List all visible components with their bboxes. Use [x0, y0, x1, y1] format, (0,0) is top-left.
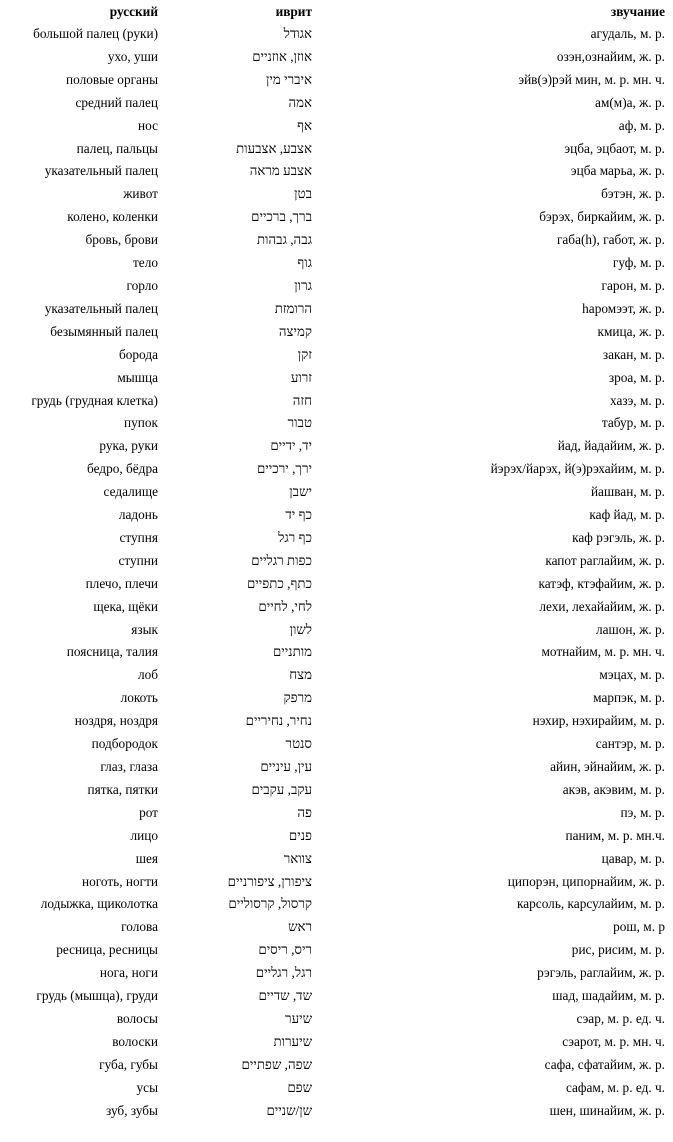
hebrew-cell: עקב, עקבים — [251, 781, 312, 797]
russian-cell: ресница, ресницы — [56, 942, 158, 958]
hebrew-cell: כף יד — [285, 507, 312, 523]
hebrew-cell: זקן — [297, 346, 312, 362]
russian-cell: рука, руки — [99, 438, 158, 454]
sound-cell: йашван, м. р. — [590, 484, 665, 500]
table-row — [0, 344, 673, 367]
table-row — [0, 550, 673, 573]
russian-cell: плечо, плечи — [85, 575, 158, 591]
russian-cell: грудь (мышца), груди — [36, 988, 158, 1004]
russian-cell: пупок — [124, 415, 158, 431]
table-row — [0, 321, 673, 344]
sound-cell: габа(h), габот, ж. р. — [556, 232, 665, 248]
hebrew-cell: חזה — [292, 392, 312, 408]
hebrew-cell: יד, ידיים — [270, 438, 312, 454]
russian-cell: колено, коленки — [67, 209, 158, 225]
hebrew-cell: אצבע, אצבעות — [236, 140, 312, 156]
table-row — [0, 504, 673, 527]
russian-cell: средний палец — [75, 94, 158, 110]
russian-cell: большой палец (руки) — [33, 26, 158, 41]
sound-cell: бэтэн, ж. р. — [601, 186, 665, 202]
sound-cell: сафа, сфатайим, ж. р. — [544, 1056, 665, 1072]
russian-cell: борода — [119, 346, 158, 362]
russian-cell: ухо, уши — [107, 48, 158, 64]
hebrew-cell: צוואר — [283, 850, 312, 866]
russian-cell: губа, губы — [99, 1056, 158, 1072]
sound-cell: айин, эйнайим, ж. р. — [550, 759, 665, 774]
russian-cell: щека, щёки — [93, 598, 158, 614]
russian-cell: язык — [131, 621, 158, 637]
russian-cell: седалище — [103, 484, 158, 500]
table-row — [0, 412, 673, 435]
table-row — [0, 435, 673, 458]
sound-cell: акэв, акэвим, м. р. — [562, 781, 665, 797]
header-russian: русский — [109, 4, 158, 19]
sound-cell: сэарот, м. р. мн. ч. — [562, 1033, 665, 1049]
table-row — [0, 687, 673, 710]
sound-cell: бэрэх, биркайим, ж. р. — [539, 209, 665, 225]
hebrew-cell: ברך, ברכיים — [251, 209, 312, 225]
table-row — [0, 206, 673, 229]
table-row — [0, 802, 673, 825]
table-row — [0, 252, 673, 275]
hebrew-cell: ציפורן, ציפורניים — [227, 873, 312, 889]
russian-cell: указательный палец — [44, 163, 158, 179]
russian-cell: шея — [135, 850, 158, 866]
table-row — [0, 481, 673, 504]
table-row — [0, 733, 673, 756]
hebrew-cell: הרומזת — [274, 300, 312, 316]
russian-cell: грудь (грудная клетка) — [31, 392, 158, 408]
hebrew-cell: שן/שניים — [266, 1102, 312, 1118]
table-row — [0, 458, 673, 481]
hebrew-cell: עין, עיניים — [260, 759, 312, 774]
hebrew-cell: גוף — [297, 255, 312, 271]
table-row — [0, 298, 673, 321]
table-row — [0, 1100, 673, 1123]
hebrew-cell: קרסול, קרסוליים — [228, 896, 312, 912]
russian-cell: пятка, пятки — [87, 781, 158, 797]
sound-cell: цавар, м. р. — [601, 850, 665, 866]
sound-cell: рош, м. р — [613, 919, 665, 935]
hebrew-cell: רגל, רגליים — [255, 965, 312, 981]
sound-cell: гарон, м. р. — [601, 277, 665, 293]
sound-cell: эйв(э)рэй мин, м. р. мн. ч. — [518, 71, 665, 87]
russian-cell: ноздря, ноздря — [74, 713, 158, 729]
russian-cell: лоб — [137, 667, 158, 683]
sound-cell: йэрэх/йарэх, й(э)рэхайим, м. р. — [490, 461, 665, 477]
table-row — [0, 92, 673, 115]
sound-cell: каф йад, м. р. — [589, 507, 665, 523]
sound-cell: мэцах, м. р. — [599, 667, 665, 683]
table-row — [0, 390, 673, 413]
hebrew-cell: כף רגל — [278, 529, 312, 545]
sound-cell: агудаль, м. р. — [590, 26, 665, 41]
hebrew-cell: לשון — [289, 621, 312, 637]
table-row — [0, 641, 673, 664]
russian-cell: мышца — [117, 369, 158, 385]
hebrew-cell: שפם — [287, 1079, 312, 1095]
russian-cell: волосы — [116, 1010, 158, 1026]
table-row — [0, 160, 673, 183]
hebrew-cell: זרוע — [290, 369, 312, 385]
table-row — [0, 23, 673, 46]
russian-cell: нос — [138, 117, 158, 133]
sound-cell: катэф, ктэфайим, ж. р. — [538, 575, 665, 591]
table-row — [0, 573, 673, 596]
russian-cell: усы — [136, 1079, 158, 1095]
russian-cell: горло — [126, 277, 158, 293]
hebrew-cell: שד, שדיים — [258, 988, 312, 1004]
table-row — [0, 962, 673, 985]
sound-cell: марпэк, м. р. — [593, 690, 665, 706]
hebrew-cell: אמה — [288, 94, 312, 110]
russian-cell: бровь, брови — [85, 232, 158, 248]
sound-cell: аф, м. р. — [618, 117, 665, 133]
sound-cell: сантэр, м. р. — [595, 736, 665, 752]
table-row — [0, 939, 673, 962]
table-row — [0, 275, 673, 298]
hebrew-cell: אף — [297, 117, 312, 133]
sound-cell: нэхир, нэхирайим, м. р. — [532, 713, 665, 729]
sound-cell: лашон, ж. р. — [596, 621, 665, 637]
hebrew-cell: גרון — [294, 277, 312, 293]
russian-cell: безымянный палец — [50, 323, 158, 339]
table-row — [0, 710, 673, 733]
russian-cell: нога, ноги — [99, 965, 158, 981]
russian-cell: лицо — [130, 827, 158, 843]
sound-cell: йад, йадайим, ж. р. — [557, 438, 665, 454]
sound-cell: сэар, м. р. ед. ч. — [576, 1010, 665, 1026]
table-row — [0, 619, 673, 642]
russian-cell: тело — [133, 255, 158, 271]
hebrew-cell: בטן — [294, 186, 312, 202]
russian-cell: указательный палец — [44, 300, 158, 316]
russian-cell: ноготь, ногти — [81, 873, 158, 889]
hebrew-cell: שיערות — [273, 1033, 312, 1049]
russian-cell: зуб, зубы — [105, 1102, 158, 1118]
table-row — [0, 46, 673, 69]
russian-cell: ступни — [118, 552, 158, 568]
table-body — [0, 23, 673, 1123]
table-row — [0, 1077, 673, 1100]
table-row — [0, 69, 673, 92]
hebrew-cell: לחי, לחיים — [258, 598, 312, 614]
sound-cell: шад, шадайим, м. р. — [552, 988, 665, 1004]
sound-cell: мотнайим, м. р. мн. ч. — [541, 644, 665, 660]
sound-cell: гуф, м. р. — [612, 255, 665, 271]
hebrew-cell: כפות רגליים — [251, 552, 312, 568]
table-row — [0, 367, 673, 390]
hebrew-cell: ישבן — [289, 484, 312, 500]
hebrew-cell: סנטר — [285, 736, 312, 752]
sound-cell: hаромээт, ж. р. — [582, 300, 665, 316]
table-row — [0, 985, 673, 1008]
hebrew-cell: פה — [297, 804, 312, 820]
sound-cell: закан, м. р. — [602, 346, 665, 362]
sound-cell: каф рэгэль, ж. р. — [572, 529, 665, 545]
russian-cell: палец, пальцы — [76, 140, 158, 156]
hebrew-cell: מרפק — [283, 690, 312, 706]
hebrew-cell: נחיר, נחיריים — [245, 713, 312, 729]
sound-cell: пэ, м. р. — [620, 804, 665, 820]
table-row — [0, 779, 673, 802]
table-row — [0, 229, 673, 252]
hebrew-cell: כתף, כתפיים — [247, 575, 312, 591]
header-sound: звучание — [610, 4, 665, 19]
sound-cell: лехи, лехайайим, ж. р. — [539, 598, 665, 614]
russian-cell: живот — [123, 186, 158, 202]
header-row — [0, 0, 673, 23]
hebrew-cell: ריס, ריסים — [258, 942, 312, 958]
russian-cell: бедро, бёдра — [86, 461, 158, 477]
russian-cell: поясница, талия — [66, 644, 158, 660]
table-row — [0, 893, 673, 916]
table-row — [0, 916, 673, 939]
sound-cell: зроа, м. р. — [608, 369, 665, 385]
sound-cell: паним, м. р. мн.ч. — [565, 827, 665, 843]
hebrew-cell: ירך, ירכיים — [257, 461, 312, 477]
table-row — [0, 1008, 673, 1031]
sound-cell: табур, м. р. — [601, 415, 665, 431]
table-row — [0, 756, 673, 779]
sound-cell: озэн,ознайим, ж. р. — [556, 48, 665, 64]
sound-cell: капот раглайим, ж. р. — [545, 552, 665, 568]
table-row — [0, 596, 673, 619]
header-hebrew: иврит — [275, 4, 312, 19]
russian-cell: ладонь — [118, 507, 158, 523]
sound-cell: ципорэн, ципорнайим, ж. р. — [507, 873, 665, 889]
russian-cell: подбородок — [91, 736, 158, 752]
russian-cell: волоски — [112, 1033, 158, 1049]
hebrew-cell: ראש — [288, 919, 312, 935]
hebrew-cell: איברי מין — [266, 71, 312, 87]
russian-cell: локоть — [120, 690, 158, 706]
hebrew-cell: אגודל — [283, 26, 312, 41]
hebrew-cell: מותניים — [273, 644, 312, 660]
hebrew-cell: גבה, גבהות — [256, 232, 312, 248]
hebrew-cell: אוזן, אוזניים — [252, 48, 312, 64]
table-row — [0, 664, 673, 687]
russian-cell: голова — [121, 919, 158, 935]
russian-cell: рот — [139, 804, 158, 820]
table-row — [0, 138, 673, 161]
hebrew-cell: קמיצה — [278, 323, 312, 339]
table-row — [0, 825, 673, 848]
sound-cell: рэгэль, раглайим, ж. р. — [537, 965, 665, 981]
table-row — [0, 1054, 673, 1077]
sound-cell: шен, шинайим, ж. р. — [549, 1102, 665, 1118]
russian-cell: глаз, глаза — [100, 759, 158, 774]
russian-cell: половые органы — [65, 71, 158, 87]
table-row — [0, 115, 673, 138]
table-row — [0, 183, 673, 206]
sound-cell: хазэ, м. р. — [609, 392, 665, 408]
hebrew-cell: שיער — [285, 1010, 312, 1026]
hebrew-cell: מצח — [289, 667, 312, 683]
russian-cell: ступня — [119, 529, 158, 545]
hebrew-cell: טבור — [287, 415, 312, 431]
russian-cell: лодыжка, щиколотка — [40, 896, 158, 912]
sound-cell: ам(м)а, ж. р. — [595, 94, 665, 110]
hebrew-cell: אצבע מראה — [249, 163, 312, 179]
table-row — [0, 1031, 673, 1054]
sound-cell: кмица, ж. р. — [597, 323, 665, 339]
table-row — [0, 527, 673, 550]
table-row — [0, 848, 673, 871]
hebrew-cell: פנים — [288, 827, 312, 843]
sound-cell: эцба марьа, ж. р. — [570, 163, 665, 179]
hebrew-cell: שפה, שפתיים — [241, 1056, 312, 1072]
sound-cell: эцба, эцбаот, м. р. — [564, 140, 665, 156]
table-row — [0, 871, 673, 894]
sound-cell: рис, рисим, м. р. — [571, 942, 665, 958]
sound-cell: сафам, м. р. ед. ч. — [565, 1079, 665, 1095]
sound-cell: карсоль, карсулайим, м. р. — [517, 896, 665, 912]
